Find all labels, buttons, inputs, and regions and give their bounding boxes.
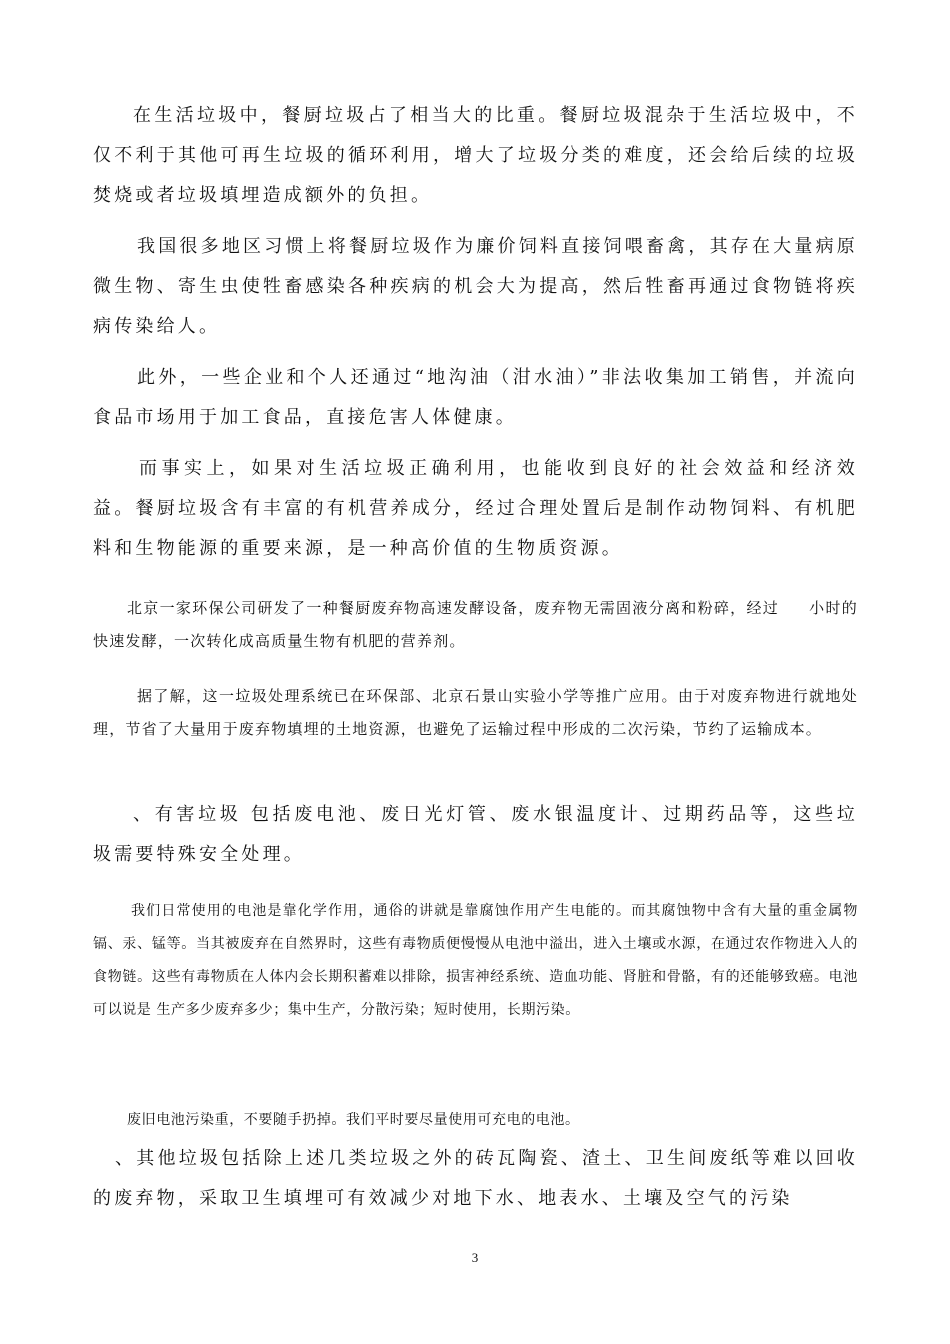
paragraph-hazardous-waste: 、有害垃圾 包括废电池、废日光灯管、废水银温度计、过期药品等，这些垃圾需要特殊安全处理。 <box>93 804 858 865</box>
paragraph-kitchen-waste-share: 在生活垃圾中，餐厨垃圾占了相当大的比重。餐厨垃圾混杂于生活垃圾中，不仅不利于其他可再生垃圾的循环利用，增大了垃圾分类的难度，还会给后续的垃圾焚烧或者垃圾填埋造成额外的负担。 <box>93 105 858 206</box>
paragraph-other-waste: 、其他垃圾包括除上述几类垃圾之外的砖瓦陶瓷、渣土、卫生间废纸等难以回收的废弃物，采取卫生填埋可有效减少对地下水、地表水、土壤及空气的污染 <box>93 1148 858 1209</box>
paragraph-fermentation-device <box>93 592 858 658</box>
paragraph-kitchen-waste-feed: 我国很多地区习惯上将餐厨垃圾作为廉价饲料直接饲喂畜禽，其存在大量病原微生物、寄生虫使牲畜感染各种疾病的机会大为提高，然后牲畜再通过食物链将疾病传染给人。 <box>93 236 858 337</box>
paragraph-gutter-oil: 此外，一些企业和个人还通过“地沟油（泔水油）”非法收集加工销售，并流向食品市场用于加工食品，直接危害人体健康。 <box>93 367 858 428</box>
paragraph-fermentation-part1: 北京一家环保公司研发了一种餐厨废弃物高速发酵设备，废弃物无需固液分离和粉碎，经过 <box>127 599 780 617</box>
paragraph-battery-pollution: 我们日常使用的电池是靠化学作用，通俗的讲就是靠腐蚀作用产生电能的。而其腐蚀物中含有大量的重金属物 镉、汞、锰等。当其被废弃在自然界时，这些有毒物质便慢慢从电池中溢出，进入土壤或水源，在通过农作物进入人的食物链。这些有毒物质在人体内会长期积蓄难以排除，损害神经系统、造血功能、肾脏和骨骼，有的还能够致癌。电池可以说是 生产多少废弃多少；集中生产，分散污染；短时使用，长期污染。 <box>93 903 873 1018</box>
page-number: 3 <box>471 1250 479 1265</box>
paragraph-fermentation-part2: 小时的快速发酵，一次转化成高质量生物有机肥的营养剂。 <box>93 599 858 650</box>
paragraph-battery-advice: 废旧电池污染重，不要随手扔掉。我们平时要尽量使用可充电的电池。 <box>127 1112 580 1128</box>
paragraph-proper-utilization: 而事实上，如果对生活垃圾正确利用，也能收到良好的社会效益和经济效益。餐厨垃圾含有丰富的有机营养成分，经过合理处置后是制作动物饲料、有机肥料和生物能源的重要来源，是一种高价值的生物质资源。 <box>93 458 858 559</box>
paragraph-system-application: 据了解，这一垃圾处理系统已在环保部、北京石景山实验小学等推广应用。由于对废弃物进行就地处理，节省了大量用于废弃物填埋的土地资源，也避免了运输过程中形成的二次污染，节约了运输成本。 <box>93 687 858 738</box>
